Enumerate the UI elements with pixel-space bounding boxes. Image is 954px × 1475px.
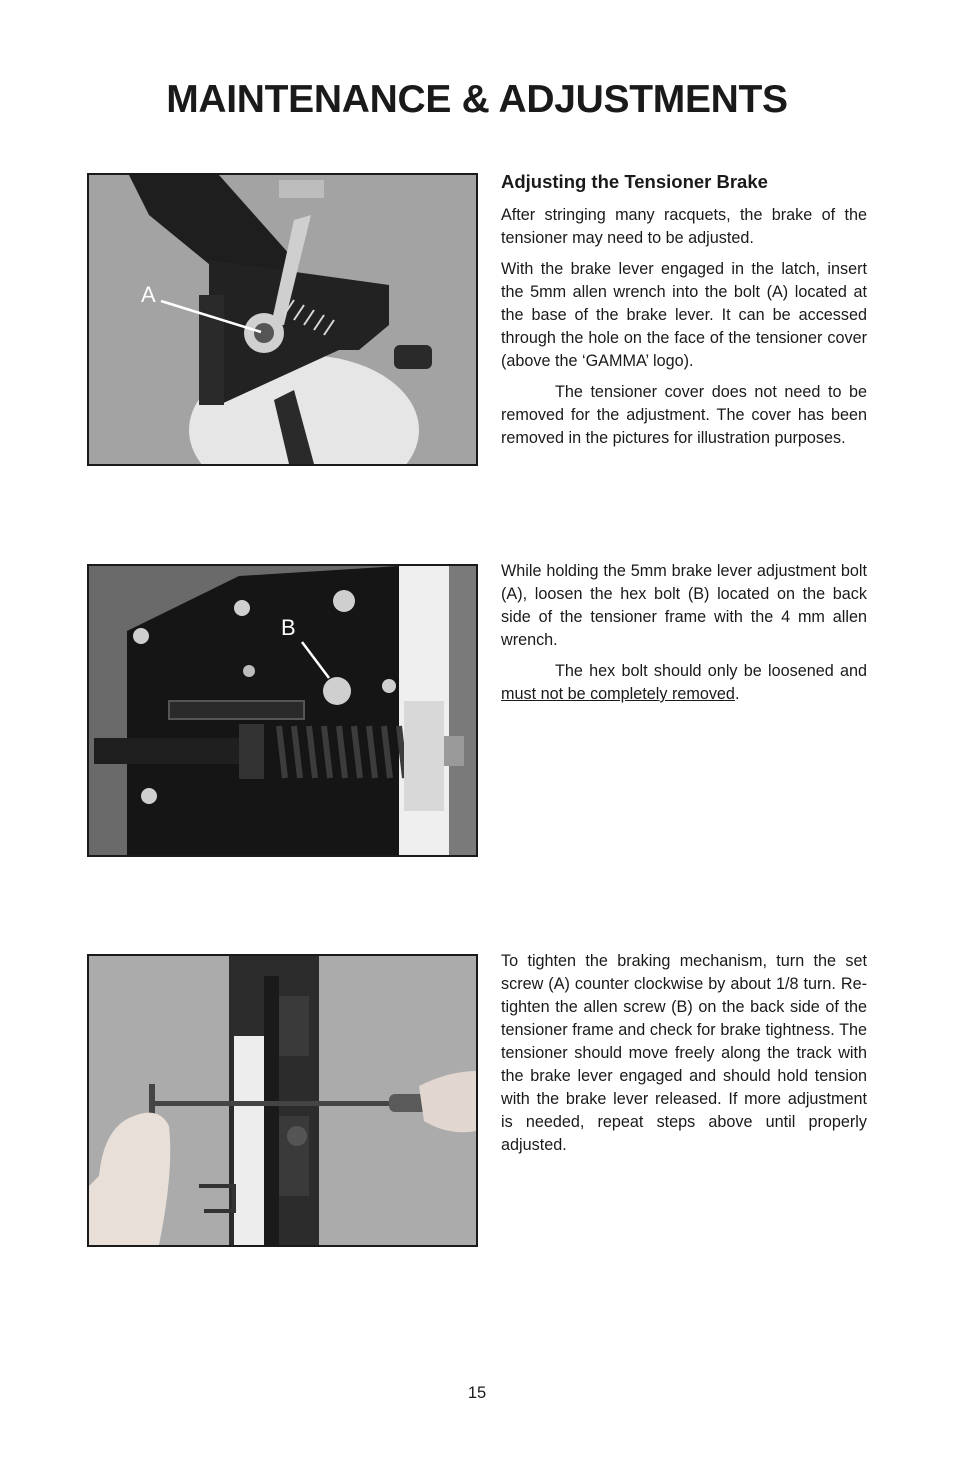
paragraph: The tensioner cover does not need to be removed for the adjustment. The cover has been removed in the pictures for illustration purposes. — [501, 383, 867, 447]
paragraph: With the brake lever engaged in the latch, insert the 5mm allen wrench into the bolt (A) located at the base of the brake lever. It can be accessed through the hole on the face of the tensioner cover (above the ‘GAMMA’ logo). — [501, 260, 867, 370]
text-span: . — [734, 685, 740, 703]
photo-tensioner-brake-bolt — [87, 173, 478, 466]
section-hex-bolt-text — [501, 560, 867, 714]
page-title: MAINTENANCE & ADJUSTMENTS — [166, 78, 788, 121]
warning-underlined-text: must not be completely removed — [501, 685, 735, 703]
paragraph — [501, 660, 867, 706]
paragraph: While holding the 5mm brake lever adjustment bolt (A), loosen the hex bolt (B) located on the back side of the tensioner frame with the 4 mm allen wrench. — [501, 562, 867, 649]
page-number: 15 — [467, 1384, 487, 1402]
photo-hex-bolt — [87, 564, 478, 857]
section-tensioner-brake-text — [501, 170, 867, 458]
text-span: The hex bolt should only be loosened and — [555, 662, 867, 680]
paragraph: To tighten the braking mechanism, turn the set screw (A) counter clockwise by about 1/8 turn. Re-tighten the allen screw (B) on the back side of the tensioner frame and check for brake tightness. The tensioner should move freely along the track with the brake lever engaged and should hold tension with the brake lever released. If more adjustment is needed, repeat steps above until properly adjusted. — [501, 952, 867, 1154]
callout-label-b: B — [281, 615, 296, 640]
paragraph: After stringing many racquets, the brake of the tensioner may need to be adjusted. — [501, 206, 867, 247]
section-heading: Adjusting the Tensioner Brake — [501, 171, 768, 192]
callout-label-a: A — [141, 282, 156, 307]
photo-tightening-brake — [87, 954, 478, 1247]
section-tighten-text — [501, 950, 867, 1165]
